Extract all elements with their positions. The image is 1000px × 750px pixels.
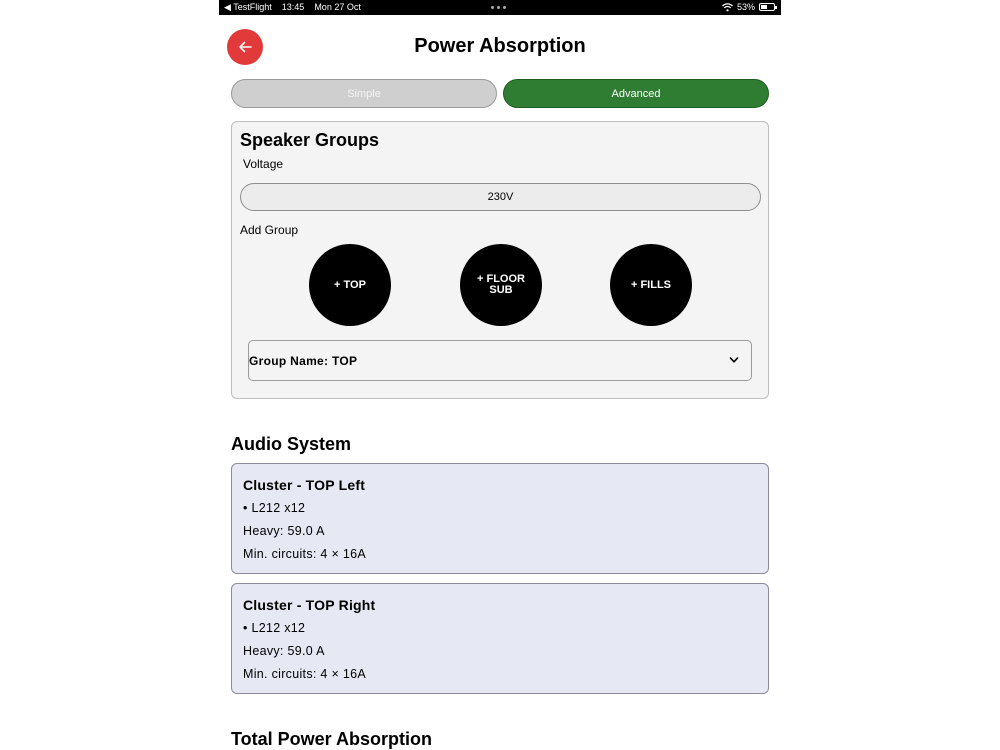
cluster-title: Cluster - TOP Right — [243, 597, 376, 613]
status-date: Mon 27 Oct — [314, 2, 361, 12]
simple-mode-button[interactable]: Simple — [231, 79, 497, 108]
battery-icon — [759, 3, 775, 11]
page-title: Power Absorption — [414, 35, 586, 57]
audio-system-heading: Audio System — [231, 434, 352, 454]
speaker-groups-title: Speaker Groups — [240, 130, 380, 150]
status-time: 13:45 — [281, 2, 305, 12]
total-power-heading: Total Power Absorption — [231, 729, 432, 749]
status-bar — [219, 0, 781, 15]
speaker-groups-card — [231, 121, 769, 399]
add-floor-sub-group-button[interactable]: + FLOOR SUB — [460, 244, 542, 326]
cluster-speaker: • L212 x12 — [243, 501, 306, 515]
cluster-title: Cluster - TOP Left — [243, 477, 366, 493]
voltage-selector[interactable]: 230V — [240, 183, 761, 211]
group-name-value: Group Name: TOP — [249, 353, 358, 368]
cluster-card[interactable] — [231, 463, 769, 574]
multitasking-dots-icon[interactable] — [491, 6, 506, 9]
cluster-speaker: • L212 x12 — [243, 621, 306, 635]
battery-percent: 53% — [736, 2, 755, 12]
chevron-down-icon — [728, 354, 740, 366]
status-right — [722, 2, 775, 12]
cluster-card[interactable] — [231, 583, 769, 694]
back-to-app-link[interactable]: ◀ TestFlight — [224, 2, 272, 12]
wifi-icon — [722, 3, 733, 12]
add-fills-group-button[interactable]: + FILLS — [610, 244, 692, 326]
add-group-label: Add Group — [240, 223, 299, 237]
cluster-min-circuits: Min. circuits: 4 × 16A — [243, 547, 366, 561]
advanced-mode-button[interactable]: Advanced — [503, 79, 769, 108]
status-left — [224, 2, 361, 13]
group-name-dropdown[interactable] — [248, 340, 752, 381]
voltage-label: Voltage — [243, 157, 284, 171]
cluster-heavy-current: Heavy: 59.0 A — [243, 524, 325, 538]
add-top-group-button[interactable]: + TOP — [309, 244, 391, 326]
app-window — [219, 0, 781, 750]
cluster-heavy-current: Heavy: 59.0 A — [243, 644, 325, 658]
cluster-min-circuits: Min. circuits: 4 × 16A — [243, 667, 366, 681]
